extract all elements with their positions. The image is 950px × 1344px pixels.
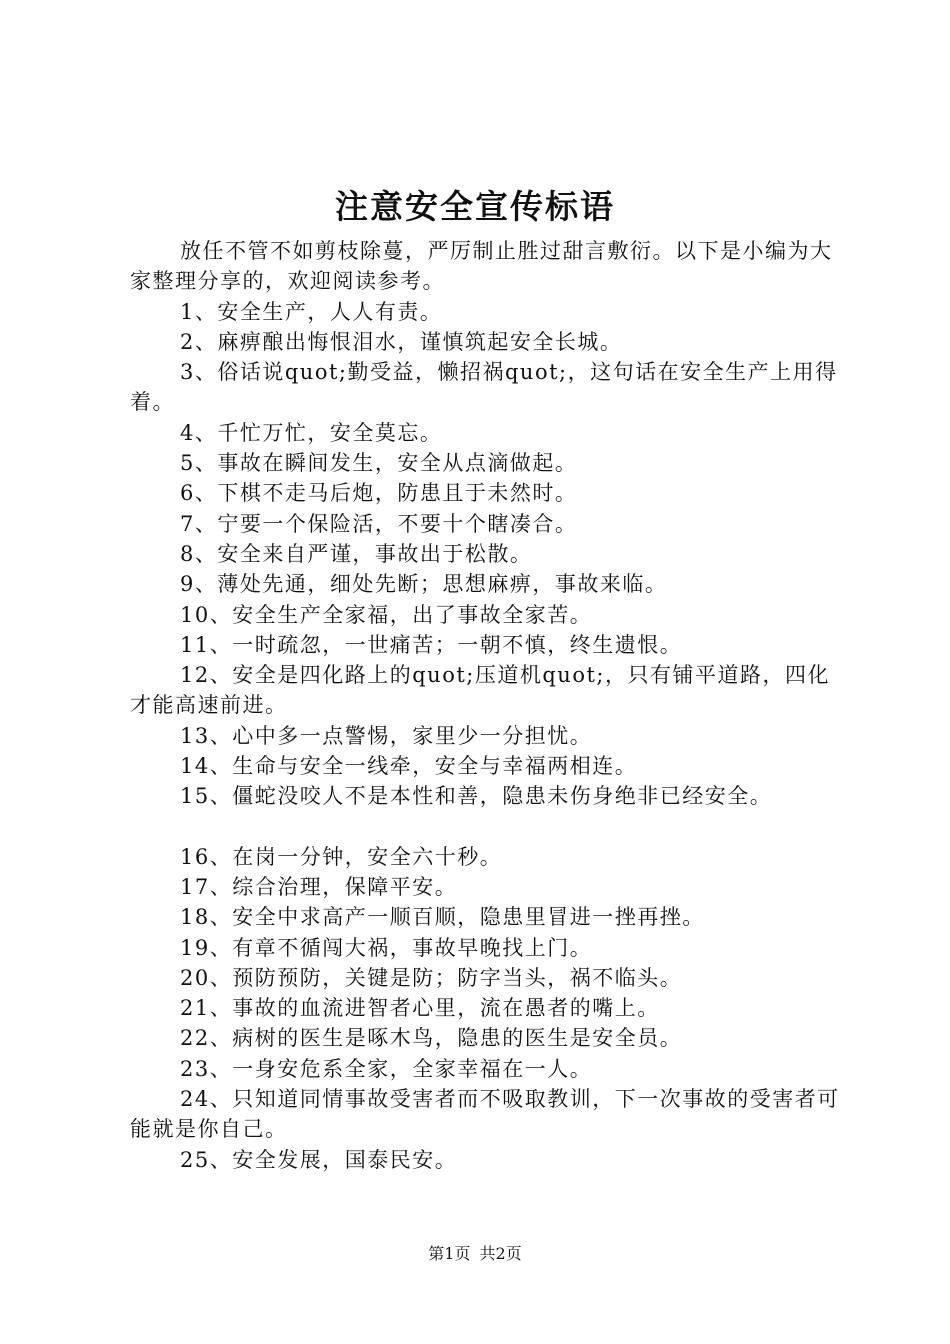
- document-body: [130, 236, 845, 1175]
- slogan-item: 22、病树的医生是啄木鸟，隐患的医生是安全员。: [180, 1026, 683, 1051]
- slogan-item: 19、有章不循闯大祸，事故早晚找上门。: [180, 935, 593, 960]
- slogan-item: 13、心中多一点警惕，家里少一分担忧。: [180, 723, 593, 748]
- slogan-item: 3、俗话说quot;勤受益，懒招祸quot;，这句话在安全生产上用得着。: [130, 360, 838, 415]
- slogan-item: 25、安全发展，国泰民安。: [180, 1147, 458, 1172]
- slogan-item: 14、生命与安全一线牵，安全与幸福两相连。: [180, 754, 638, 779]
- slogan-item: 15、僵蛇没咬人不是本性和善，隐患未伤身绝非已经安全。: [180, 784, 773, 809]
- paragraph-spacer: [130, 812, 845, 842]
- slogan-item: 8、安全来自严谨，事故出于松散。: [180, 541, 533, 566]
- slogan-item: 24、只知道同情事故受害者而不吸取教训，下一次事故的受害者可能就是你自己。: [130, 1087, 840, 1142]
- slogan-item: 16、在岗一分钟，安全六十秒。: [180, 844, 503, 869]
- slogan-item: 21、事故的血流进智者心里，流在愚者的嘴上。: [180, 996, 660, 1021]
- slogan-item: 12、安全是四化路上的quot;压道机quot;，只有铺平道路，四化才能高速前进。: [130, 663, 830, 718]
- slogan-item: 6、下棋不走马后炮，防患且于未然时。: [180, 481, 578, 506]
- slogan-item: 20、预防预防，关键是防；防字当头，祸不临头。: [180, 965, 683, 990]
- slogan-item: 7、宁要一个保险活，不要十个瞎凑合。: [180, 511, 578, 536]
- slogan-item: 2、麻痹酿出悔恨泪水，谨慎筑起安全长城。: [180, 329, 623, 354]
- document-title: 注意安全宣传标语: [335, 187, 615, 226]
- total-pages: 共2页: [479, 1244, 522, 1263]
- slogan-item: 5、事故在瞬间发生，安全从点滴做起。: [180, 451, 578, 476]
- intro-paragraph: 放任不管不如剪枝除蔓，严厉制止胜过甜言敷衍。以下是小编为大家整理分享的，欢迎阅读参考。: [130, 239, 833, 294]
- slogan-item: 17、综合治理，保障平安。: [180, 874, 458, 899]
- page-number: 第1页: [428, 1244, 471, 1263]
- slogan-item: 18、安全中求高产一顺百顺，隐患里冒进一挫再挫。: [180, 905, 705, 930]
- slogan-item: 9、薄处先通，细处先断；思想麻痹，事故来临。: [180, 572, 668, 597]
- slogan-item: 10、安全生产全家福，出了事故全家苦。: [180, 602, 593, 627]
- slogan-item: 1、安全生产，人人有责。: [180, 299, 443, 324]
- slogan-item: 4、千忙万忙，安全莫忘。: [180, 420, 443, 445]
- slogan-item: 23、一身安危系全家，全家幸福在一人。: [180, 1056, 593, 1081]
- slogan-item: 11、一时疏忽，一世痛苦；一朝不慎，终生遗恨。: [180, 632, 683, 657]
- page-footer: [0, 1242, 950, 1266]
